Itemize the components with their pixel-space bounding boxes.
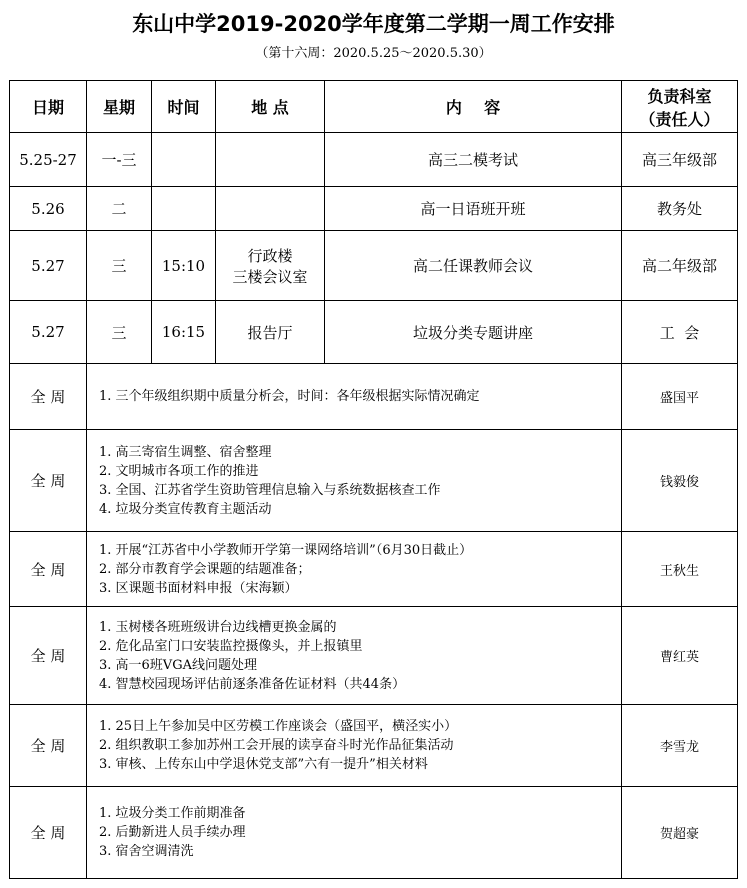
header-weekday: 星期 <box>87 81 152 133</box>
event-time <box>152 133 216 187</box>
event-location: 报告厅 <box>216 301 325 364</box>
responsible-person: 盛国平 <box>622 364 738 430</box>
header-location: 地 点 <box>216 81 325 133</box>
header-date: 日期 <box>10 81 87 133</box>
list-item: 4. 垃圾分类宣传教育主题活动 <box>99 501 272 517</box>
list-item: 2. 危化品室门口安装监控摄像头，并上报镇里 <box>99 638 363 654</box>
week-label: 全 周 <box>10 787 87 879</box>
list-item: 1. 高三寄宿生调整、宿舍整理 <box>99 444 272 460</box>
responsible-person: 钱毅俊 <box>622 430 738 532</box>
event-location-line2: 三楼会议室 <box>232 267 308 286</box>
weekly-row <box>10 364 738 430</box>
weekly-row <box>10 787 738 879</box>
list-item: 2. 部分市教育学会课题的结题准备； <box>99 561 311 577</box>
event-location <box>216 187 325 231</box>
week-label: 全 周 <box>10 364 87 430</box>
header-dept-line1: 负责科室 <box>647 86 712 106</box>
event-date: 5.27 <box>10 231 87 301</box>
list-item: 3. 区课题书面材料申报（宋海颖） <box>99 580 298 596</box>
list-item: 3. 宿舍空调清洗 <box>99 844 194 859</box>
event-location <box>216 133 325 187</box>
list-item: 1. 三个年级组织期中质量分析会，时间：各年级根据实际情况确定 <box>99 389 480 404</box>
event-time <box>152 187 216 231</box>
weekly-items <box>87 705 622 787</box>
header-dept-line2: （责任人） <box>639 109 720 129</box>
list-item: 2. 文明城市各项工作的推进 <box>99 463 259 479</box>
event-location-line1: 行政楼 <box>247 246 293 265</box>
weekly-items <box>87 532 622 607</box>
responsible-person: 贺超豪 <box>622 787 738 879</box>
list-item: 1. 玉树楼各班班级讲台边线槽更换金属的 <box>99 619 337 635</box>
event-date: 5.25-27 <box>10 133 87 187</box>
weekly-items <box>87 364 622 430</box>
event-location <box>216 231 325 301</box>
weekly-row <box>10 532 738 607</box>
event-dept: 教务处 <box>622 187 738 231</box>
list-item: 3. 高一6班VGA线问题处理 <box>99 657 257 673</box>
event-content: 垃圾分类专题讲座 <box>325 301 622 364</box>
table-row <box>10 187 738 231</box>
event-content: 高二任课教师会议 <box>325 231 622 301</box>
weekly-items <box>87 430 622 532</box>
list-item: 3. 全国、江苏省学生资助管理信息输入与系统数据核查工作 <box>99 482 441 498</box>
weekly-row <box>10 430 738 532</box>
header-row <box>10 81 738 133</box>
week-label: 全 周 <box>10 607 87 705</box>
event-date: 5.27 <box>10 301 87 364</box>
event-weekday: 二 <box>87 187 152 231</box>
event-weekday: 一-三 <box>87 133 152 187</box>
header-content: 内 容 <box>325 81 622 133</box>
header-time: 时间 <box>152 81 216 133</box>
schedule-table <box>9 80 738 879</box>
responsible-person: 曹红英 <box>622 607 738 705</box>
event-dept: 高二年级部 <box>622 231 738 301</box>
event-date: 5.26 <box>10 187 87 231</box>
table-row <box>10 133 738 187</box>
list-item: 4. 智慧校园现场评估前逐条准备佐证材料（共44条） <box>99 676 406 692</box>
event-weekday: 三 <box>87 301 152 364</box>
responsible-person: 王秋生 <box>622 532 738 607</box>
page-title: 东山中学2019-2020学年度第二学期一周工作安排 <box>132 12 615 36</box>
table-row <box>10 301 738 364</box>
week-label: 全 周 <box>10 532 87 607</box>
event-weekday: 三 <box>87 231 152 301</box>
list-item: 1. 开展“江苏省中小学教师开学第一课网络培训”（6月30日截止） <box>99 542 473 558</box>
week-label: 全 周 <box>10 430 87 532</box>
page-subtitle: （第十六周：2020.5.25～2020.5.30） <box>255 46 492 61</box>
weekly-row <box>10 705 738 787</box>
weekly-row <box>10 607 738 705</box>
list-item: 1. 25日上午参加吴中区劳模工作座谈会（盛国平，横泾实小） <box>99 719 458 734</box>
week-label: 全 周 <box>10 705 87 787</box>
table-row <box>10 231 738 301</box>
event-dept: 工 会 <box>622 301 738 364</box>
weekly-items <box>87 787 622 879</box>
list-item: 3. 审核、上传东山中学退休党支部”六有一提升”相关材料 <box>99 757 428 772</box>
list-item: 2. 后勤新进人员手续办理 <box>99 825 246 840</box>
event-dept: 高三年级部 <box>622 133 738 187</box>
header-dept <box>622 81 738 133</box>
event-time: 15:10 <box>152 231 216 301</box>
event-content: 高一日语班开班 <box>325 187 622 231</box>
event-content: 高三二模考试 <box>325 133 622 187</box>
list-item: 1. 垃圾分类工作前期准备 <box>99 806 246 821</box>
weekly-items <box>87 607 622 705</box>
responsible-person: 李雪龙 <box>622 705 738 787</box>
event-time: 16:15 <box>152 301 216 364</box>
list-item: 2. 组织教职工参加苏州工会开展的读享奋斗时光作品征集活动 <box>99 738 454 753</box>
